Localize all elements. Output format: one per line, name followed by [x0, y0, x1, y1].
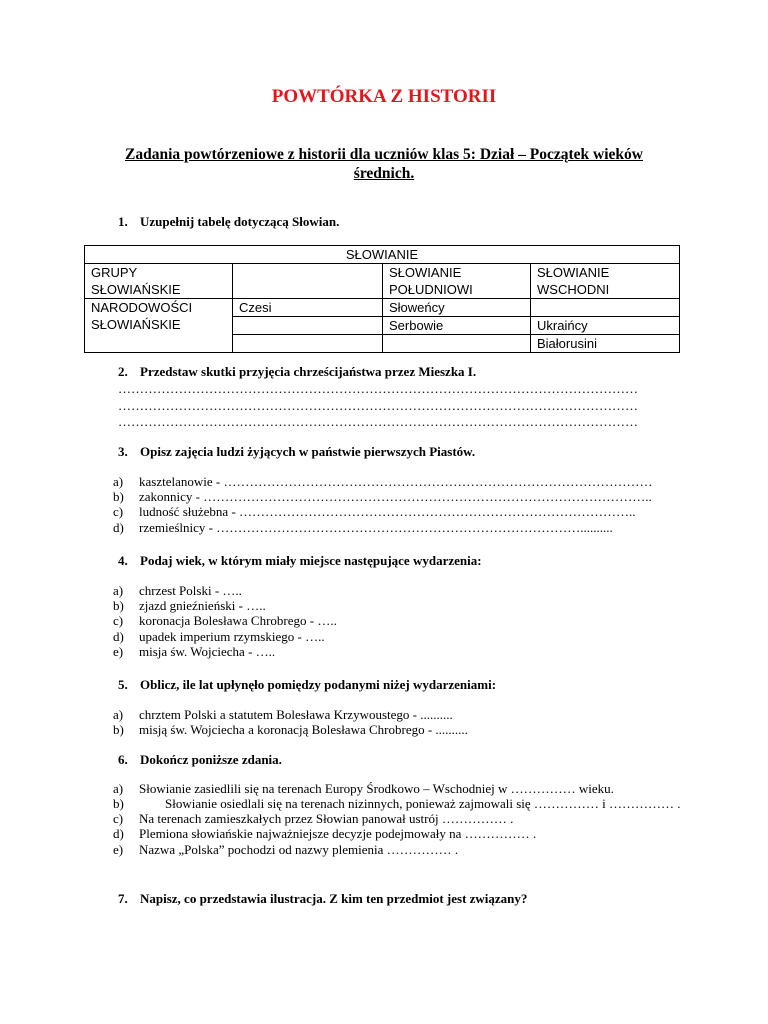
item-text: chrzest Polski - ….. [139, 583, 242, 598]
task-text: Oblicz, ile lat upłynęło pomiędzy podanymi niżej wydarzeniami: [140, 677, 497, 692]
item-label: b) [113, 722, 124, 738]
item-label: a) [113, 707, 124, 722]
item-text: Plemiona słowiańskie najważniejsze decyzje podejmowały na …………… . [139, 826, 537, 842]
task-text: Przedstaw skutki przyjęcia chrześcijaństwa przez Mieszka I. [140, 364, 477, 379]
task-number: 3. [118, 444, 128, 459]
table-cell[interactable] [531, 299, 680, 317]
list-item[interactable] [113, 644, 673, 659]
answer-line[interactable]: ………………………………………………………………………………………………………… [118, 381, 638, 396]
list-item[interactable] [113, 842, 673, 857]
item-label: b) [113, 489, 124, 505]
task-5-list [113, 707, 673, 737]
item-label: b) [113, 796, 124, 812]
item-text: chrztem Polski a statutem Bolesława Krzywoustego - .......... [139, 707, 453, 722]
table-cell[interactable] [233, 317, 383, 335]
task-number: 1. [118, 214, 128, 229]
table-cell[interactable] [233, 335, 383, 353]
table-cell: SŁOWIANIE WSCHODNI [531, 264, 680, 299]
table-cell: Słoweńcy [383, 299, 531, 317]
item-text: Nazwa „Polska” pochodzi od nazwy plemienia …………… . [139, 841, 459, 857]
list-item[interactable] [113, 796, 681, 812]
item-label: d) [113, 826, 124, 842]
table-cell: SŁOWIANIE POŁUDNIOWI [383, 264, 531, 299]
item-text: zakonnicy - ………………………………………………………………………………………….. [139, 489, 652, 505]
list-item[interactable] [113, 811, 673, 826]
item-text: kasztelanowie - ……………………………………………………………………………………… [139, 474, 653, 489]
page-subtitle: Zadania powtórzeniowe z historii dla uczniów klas 5: Dział – Początek wieków średnich. [125, 146, 643, 182]
list-item[interactable] [113, 598, 673, 613]
task-text: Uzupełnij tabelę dotyczącą Słowian. [140, 214, 340, 229]
table-cell[interactable] [383, 335, 531, 353]
list-item[interactable] [113, 629, 673, 644]
table-cell: Czesi [233, 299, 383, 317]
item-label: b) [113, 598, 124, 614]
item-text: Słowianie osiedlali się na terenach nizinnych, ponieważ zajmowali się …………… i …………… . [165, 796, 681, 812]
table-cell: Białorusini [531, 335, 680, 353]
item-text: zjazd gnieźnieński - ….. [139, 598, 266, 614]
table-cell: Serbowie [383, 317, 531, 335]
table-row-label-nations: NARODOWOŚCI SŁOWIAŃSKIE [85, 299, 233, 353]
item-text: Na terenach zamieszkałych przez Słowian panował ustrój …………… . [139, 811, 514, 827]
item-text: Słowianie zasiedlili się na terenach Europy Środkowo – Wschodniej w …………… wieku. [139, 781, 614, 796]
task-text: Podaj wiek, w którym miały miejsce następujące wydarzenia: [140, 553, 482, 568]
list-item[interactable] [113, 781, 673, 796]
item-text: misja św. Wojciecha - ….. [139, 643, 276, 659]
item-text: misją św. Wojciecha a koronacją Bolesława Chrobrego - .......... [139, 722, 468, 738]
list-item[interactable] [113, 722, 673, 737]
item-label: e) [113, 841, 124, 857]
item-text: koronacja Bolesława Chrobrego - ….. [139, 613, 337, 629]
slavs-table [84, 245, 680, 353]
answer-line[interactable]: ………………………………………………………………………………………………………… [118, 414, 638, 429]
list-item[interactable] [113, 826, 673, 841]
item-label: e) [113, 643, 124, 659]
task-number: 5. [118, 677, 128, 692]
list-item[interactable] [113, 474, 673, 489]
task-number: 6. [118, 752, 128, 767]
page-title: POWTÓRKA Z HISTORII [271, 86, 497, 107]
item-text: upadek imperium rzymskiego - ….. [139, 628, 325, 644]
task-text: Napisz, co przedstawia ilustracja. Z kim ten przedmiot jest związany? [140, 891, 528, 906]
task-number: 4. [118, 553, 128, 568]
list-item[interactable] [113, 613, 673, 628]
table-header: SŁOWIANIE [85, 246, 680, 264]
list-item[interactable] [113, 707, 673, 722]
table-cell: Ukraińcy [531, 317, 680, 335]
task-number: 7. [118, 891, 128, 906]
answer-line[interactable]: ………………………………………………………………………………………………………… [118, 398, 638, 413]
item-label: d) [113, 628, 124, 644]
task-text: Opisz zajęcia ludzi żyjących w państwie pierwszych Piastów. [140, 444, 476, 459]
item-label: a) [113, 583, 124, 598]
item-text: rzemieślnicy - ………………………………………………………………………….......... [139, 519, 613, 535]
item-label: d) [113, 519, 124, 535]
table-row-label-groups: GRUPY SŁOWIAŃSKIE [85, 264, 233, 299]
task-6-list [113, 781, 681, 857]
list-item[interactable] [113, 583, 673, 598]
item-text: ludność służebna - ……………………………………………………………………………….. [139, 504, 636, 520]
list-item[interactable] [113, 489, 673, 504]
item-label: a) [113, 474, 124, 489]
item-label: c) [113, 504, 124, 520]
list-item[interactable] [113, 520, 673, 535]
task-number: 2. [118, 364, 128, 379]
list-item[interactable] [113, 504, 673, 519]
table-cell[interactable] [233, 264, 383, 299]
item-label: c) [113, 811, 124, 827]
task-4-list [113, 583, 673, 659]
task-3-list [113, 474, 673, 535]
task-text: Dokończ poniższe zdania. [140, 752, 282, 767]
item-label: a) [113, 781, 124, 796]
item-label: c) [113, 613, 124, 629]
